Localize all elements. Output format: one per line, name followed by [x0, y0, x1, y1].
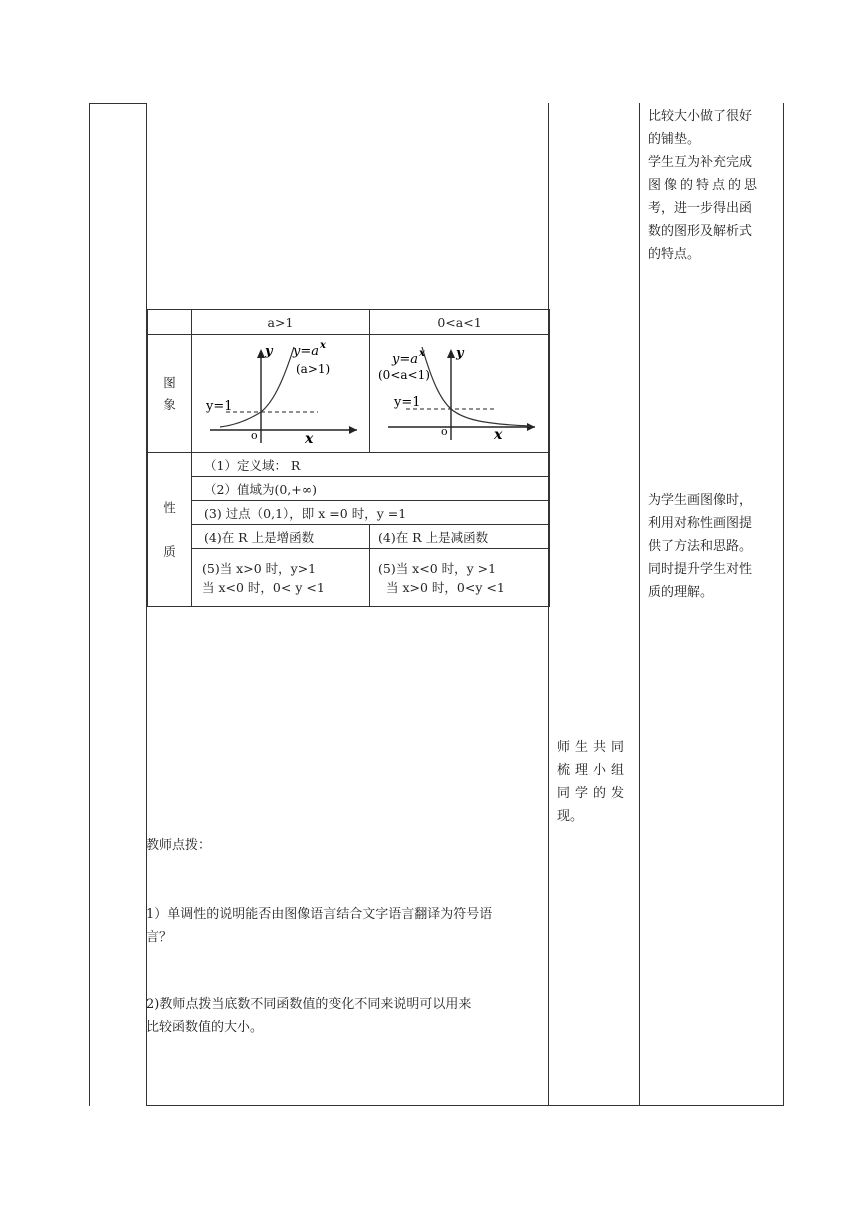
graph-decreasing — [370, 335, 550, 453]
right-notes-top: 比较大小做了很好 的铺垫。 学生互为补充完成 图像的特点的思 考，进一步得出函 数的图形及解析式 的特点。 — [648, 109, 761, 262]
teacher-guidance-title: 教师点拨： — [146, 838, 212, 853]
svg-text:y=a: y=a — [293, 344, 319, 359]
svg-text:(0<a<1): (0<a<1) — [378, 368, 430, 382]
header-a-lt-1: 0<a<1 — [370, 310, 550, 335]
svg-text:y=1: y=1 — [206, 399, 233, 414]
svg-text:y: y — [456, 346, 464, 361]
right-notes-mid: 为学生画图像时， 利用对称性画图提 供了方法和思路。 同时提升学生对性 质的理解。 — [648, 493, 753, 600]
row-label-image: 图 象 — [148, 335, 192, 453]
outer-top-left-cell — [89, 103, 146, 104]
property-decreasing: (4)在 R 上是减函数 — [370, 525, 550, 549]
svg-text:y=1: y=1 — [394, 395, 421, 410]
svg-text:y: y — [265, 344, 273, 359]
svg-text:x: x — [305, 431, 314, 447]
svg-text:o: o — [251, 429, 258, 442]
property-fixed-point: (3) 过点（0,1），即 x =0 时，y =1 — [192, 501, 550, 525]
outer-left-border — [89, 103, 90, 1106]
outer-bottom-border — [146, 1105, 784, 1106]
teacher-guidance-point-1: 1）单调性的说明能否由图像语言结合文字语言翻译为符号语 言？ — [146, 907, 493, 945]
third-column-notes: 师生共同 梳理小组 同学的发 现。 — [557, 740, 630, 824]
corner-cell — [148, 310, 192, 335]
property-values-a-gt-1: (5)当 x>0 时，y>1 当 x<0 时，0< y <1 — [192, 549, 370, 607]
graph-increasing — [192, 335, 370, 453]
col3-divider — [639, 103, 640, 1106]
outer-right-border — [783, 103, 784, 1106]
svg-text:y=a: y=a — [392, 352, 418, 367]
property-range: （2）值域为(0,+∞) — [192, 477, 550, 501]
row-label-properties: 性 质 — [148, 453, 192, 607]
svg-text:(a>1): (a>1) — [296, 362, 331, 376]
property-domain: （1）定义域： R — [192, 453, 550, 477]
svg-text:x: x — [419, 348, 425, 359]
svg-text:x: x — [494, 427, 503, 443]
teacher-guidance-point-2: 2)教师点拨当底数不同函数值的变化不同来说明可以用来 比较函数值的大小。 — [146, 997, 472, 1035]
property-values-a-lt-1: (5)当 x<0 时，y >1 当 x>0 时，0<y <1 — [370, 549, 550, 607]
svg-text:x: x — [320, 340, 326, 351]
header-a-gt-1: a>1 — [192, 310, 370, 335]
svg-text:o: o — [441, 425, 448, 438]
exponential-function-table — [147, 309, 550, 607]
property-increasing: (4)在 R 上是增函数 — [192, 525, 370, 549]
